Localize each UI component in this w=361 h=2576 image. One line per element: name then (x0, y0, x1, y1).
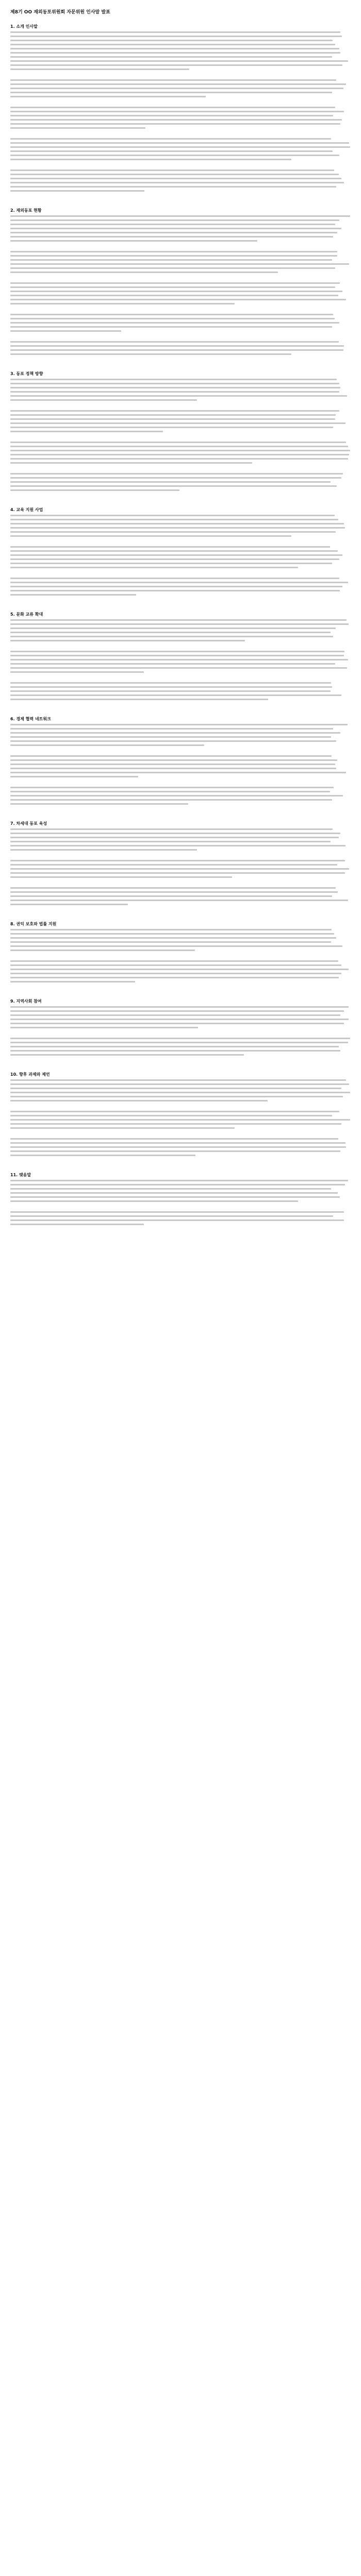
text-line (10, 671, 144, 673)
body-paragraph (10, 929, 351, 951)
text-line (10, 123, 340, 125)
document-title: 제8기 OO 재외동포위원회 자문위원 인사말 발표 (10, 10, 110, 15)
text-line (10, 1196, 340, 1198)
text-line (10, 941, 331, 943)
text-line (10, 776, 138, 777)
text-line (10, 40, 333, 41)
body-paragraph (10, 1079, 351, 1101)
text-line (10, 1115, 332, 1116)
text-line (10, 1010, 344, 1012)
text-line (10, 228, 341, 229)
body-paragraph (10, 442, 351, 464)
text-line (10, 531, 336, 533)
section-heading: 2. 재외동포 현황 (10, 208, 42, 213)
text-line (10, 489, 179, 491)
text-line (10, 849, 197, 851)
text-line (10, 1155, 195, 1156)
text-line (10, 119, 342, 121)
text-line (10, 764, 335, 765)
text-line (10, 1211, 344, 1213)
text-line (10, 1092, 350, 1093)
text-line (10, 236, 333, 238)
text-line (10, 174, 339, 175)
text-line (10, 1215, 333, 1217)
text-line (10, 1123, 341, 1125)
body-paragraph (10, 1111, 351, 1129)
text-line (10, 1184, 345, 1185)
body-paragraph (10, 215, 351, 242)
text-line (10, 582, 348, 583)
text-line (10, 891, 338, 893)
text-line (10, 787, 334, 788)
text-line (10, 410, 339, 412)
text-line (10, 981, 135, 982)
text-line (10, 431, 163, 432)
text-line (10, 759, 337, 761)
text-line (10, 473, 343, 474)
text-line (10, 399, 197, 401)
text-line (10, 895, 332, 897)
text-line (10, 1006, 349, 1008)
text-line (10, 636, 333, 637)
body-paragraph (10, 170, 351, 192)
body-paragraph (10, 473, 351, 491)
text-line (10, 44, 335, 45)
body-paragraph (10, 860, 351, 878)
text-line (10, 454, 349, 455)
text-line (10, 326, 332, 328)
text-line (10, 107, 335, 108)
text-line (10, 240, 257, 242)
text-line (10, 755, 332, 757)
text-line (10, 1111, 339, 1112)
text-line (10, 667, 347, 669)
body-paragraph (10, 619, 351, 641)
text-line (10, 546, 330, 548)
text-line (10, 1127, 235, 1129)
text-line (10, 586, 342, 587)
text-line (10, 96, 206, 97)
text-line (10, 272, 278, 273)
text-line (10, 92, 332, 93)
text-line (10, 904, 128, 905)
body-paragraph (10, 1211, 351, 1225)
text-line (10, 567, 298, 568)
text-line (10, 837, 339, 838)
text-line (10, 535, 291, 537)
text-line (10, 699, 268, 700)
text-line (10, 563, 332, 564)
text-line (10, 1014, 340, 1016)
text-line (10, 341, 339, 343)
body-paragraph (10, 138, 351, 160)
text-line (10, 178, 341, 179)
text-line (10, 314, 333, 315)
text-line (10, 1146, 346, 1148)
text-line (10, 255, 337, 257)
body-paragraph (10, 107, 351, 129)
section-heading: 5. 문화 교류 확대 (10, 612, 43, 617)
body-paragraph (10, 755, 351, 777)
text-line (10, 1023, 344, 1024)
text-line (10, 651, 344, 652)
text-line (10, 190, 144, 192)
text-line (10, 395, 347, 397)
text-line (10, 900, 348, 901)
text-line (10, 977, 339, 978)
text-line (10, 146, 350, 148)
text-line (10, 929, 332, 930)
text-line (10, 744, 204, 746)
text-line (10, 724, 348, 725)
text-line (10, 969, 349, 970)
text-line (10, 515, 335, 516)
text-line (10, 619, 347, 621)
text-line (10, 450, 350, 451)
body-paragraph (10, 282, 351, 304)
text-line (10, 682, 331, 684)
text-line (10, 282, 340, 284)
body-paragraph (10, 887, 351, 905)
text-line (10, 159, 291, 160)
text-line (10, 841, 331, 842)
text-line (10, 111, 344, 112)
text-line (10, 1046, 339, 1047)
text-line (10, 590, 340, 591)
text-line (10, 286, 335, 288)
body-paragraph (10, 341, 351, 355)
text-line (10, 330, 121, 332)
text-line (10, 655, 344, 656)
text-line (10, 345, 344, 347)
text-line (10, 182, 344, 183)
text-line (10, 219, 339, 221)
text-line (10, 485, 337, 487)
text-line (10, 52, 340, 54)
text-line (10, 1019, 349, 1020)
text-line (10, 628, 336, 629)
text-line (10, 964, 341, 966)
body-paragraph (10, 410, 351, 432)
text-line (10, 422, 346, 424)
text-line (10, 772, 346, 773)
text-line (10, 887, 336, 889)
text-line (10, 868, 349, 870)
text-line (10, 458, 348, 460)
text-line (10, 933, 334, 935)
text-line (10, 803, 188, 805)
body-paragraph (10, 682, 351, 700)
text-line (10, 845, 346, 846)
body-paragraph (10, 787, 351, 805)
text-line (10, 446, 348, 447)
body-paragraph (10, 251, 351, 273)
text-line (10, 1050, 340, 1052)
text-line (10, 295, 338, 296)
text-line (10, 88, 343, 89)
body-paragraph (10, 79, 351, 97)
text-line (10, 694, 341, 696)
text-line (10, 379, 337, 380)
section-heading: 10. 향후 과제와 제언 (10, 1072, 50, 1077)
text-line (10, 353, 291, 355)
text-line (10, 1038, 350, 1039)
text-line (10, 960, 338, 962)
text-line (10, 1083, 349, 1085)
text-line (10, 64, 342, 66)
text-line (10, 732, 340, 734)
text-line (10, 578, 339, 579)
text-line (10, 462, 252, 464)
text-line (10, 973, 341, 974)
text-line (10, 736, 331, 738)
text-line (10, 1200, 298, 1202)
text-line (10, 387, 340, 388)
text-line (10, 36, 342, 37)
text-line (10, 150, 333, 152)
text-line (10, 142, 349, 144)
text-line (10, 267, 335, 269)
section-heading: 1. 소개 인사말 (10, 24, 38, 29)
text-line (10, 594, 136, 596)
text-line (10, 127, 145, 129)
text-line (10, 1088, 341, 1089)
body-paragraph (10, 515, 351, 537)
text-line (10, 795, 343, 796)
body-paragraph (10, 1138, 351, 1156)
text-line (10, 740, 336, 742)
text-line (10, 950, 195, 951)
text-line (10, 186, 336, 188)
text-line (10, 56, 332, 58)
text-line (10, 263, 349, 265)
body-paragraph (10, 31, 351, 70)
text-line (10, 937, 336, 939)
body-paragraph (10, 379, 351, 401)
text-line (10, 1119, 350, 1121)
text-line (10, 138, 331, 140)
text-line (10, 318, 335, 319)
text-line (10, 79, 336, 81)
text-line (10, 1180, 348, 1181)
text-line (10, 481, 331, 483)
text-line (10, 232, 337, 233)
body-paragraph (10, 1180, 351, 1202)
text-line (10, 791, 330, 792)
text-line (10, 1096, 343, 1097)
text-line (10, 477, 341, 479)
text-line (10, 527, 345, 529)
text-line (10, 554, 342, 556)
section-heading: 6. 경제 협력 네트워크 (10, 717, 51, 721)
text-line (10, 115, 333, 116)
text-line (10, 1079, 346, 1081)
text-line (10, 519, 338, 520)
text-line (10, 1054, 244, 1056)
text-line (10, 1100, 268, 1101)
body-paragraph (10, 314, 351, 332)
text-line (10, 303, 235, 304)
text-line (10, 383, 339, 384)
text-line (10, 550, 338, 552)
text-line (10, 1042, 348, 1043)
text-line (10, 860, 345, 861)
body-paragraph (10, 724, 351, 746)
body-paragraph (10, 546, 351, 568)
text-line (10, 728, 333, 730)
text-line (10, 1224, 144, 1225)
text-line (10, 427, 333, 428)
text-line (10, 828, 333, 830)
text-line (10, 291, 342, 292)
section-heading: 4. 교육 지원 사업 (10, 507, 43, 512)
text-line (10, 632, 331, 633)
section-heading: 3. 동포 정책 방향 (10, 371, 43, 376)
section-heading: 7. 차세대 동포 육성 (10, 821, 47, 826)
body-paragraph (10, 1006, 351, 1028)
text-line (10, 686, 332, 688)
text-line (10, 391, 339, 393)
body-paragraph (10, 578, 351, 596)
body-paragraph (10, 651, 351, 673)
text-line (10, 60, 348, 62)
text-line (10, 1027, 198, 1028)
text-line (10, 663, 335, 665)
text-line (10, 442, 346, 443)
text-line (10, 414, 336, 416)
text-line (10, 418, 335, 420)
text-line (10, 1150, 340, 1152)
text-line (10, 876, 232, 878)
text-line (10, 224, 335, 225)
body-paragraph (10, 1038, 351, 1056)
text-line (10, 1188, 331, 1190)
text-line (10, 690, 331, 692)
text-line (10, 799, 332, 801)
text-line (10, 768, 336, 769)
text-line (10, 558, 339, 560)
section-heading: 11. 맺음말 (10, 1173, 31, 1177)
body-paragraph (10, 960, 351, 982)
section-heading: 8. 권익 보호와 법률 지원 (10, 922, 57, 926)
text-line (10, 833, 340, 834)
text-line (10, 1138, 338, 1140)
text-line (10, 215, 350, 217)
text-line (10, 864, 337, 866)
text-line (10, 251, 337, 252)
text-line (10, 640, 245, 641)
text-line (10, 299, 346, 300)
text-line (10, 155, 339, 156)
text-line (10, 659, 348, 660)
text-line (10, 259, 332, 261)
text-line (10, 523, 344, 524)
text-line (10, 945, 342, 947)
text-line (10, 48, 339, 49)
text-line (10, 1192, 338, 1194)
section-heading: 9. 지역사회 참여 (10, 999, 42, 1004)
text-line (10, 1219, 344, 1221)
text-line (10, 1142, 346, 1144)
text-line (10, 69, 189, 70)
text-line (10, 349, 343, 351)
text-line (10, 170, 334, 171)
text-line (10, 31, 340, 33)
text-line (10, 83, 346, 85)
text-line (10, 322, 339, 324)
text-line (10, 872, 345, 874)
text-line (10, 623, 349, 625)
body-paragraph (10, 828, 351, 851)
